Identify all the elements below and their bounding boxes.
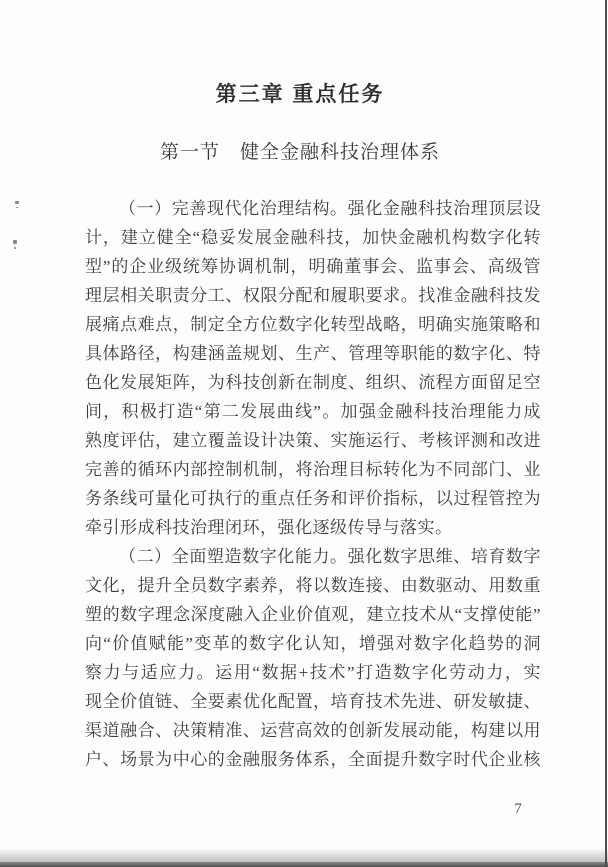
- scan-speck: [15, 201, 19, 204]
- paragraph1-line: 熟度评估，建立覆盖设计决策、实施运行、考核评测和改进: [85, 431, 541, 450]
- paragraph1-line: 间，积极打造“第二发展曲线”。加强金融科技治理能力成: [85, 402, 541, 421]
- paragraph2-line: 渠道融合、决策精准、运营高效的创新发展动能，构建以用: [85, 721, 541, 740]
- paragraph2-line: 塑的数字理念深度融入企业价值观，建立技术从“支撑使能”: [85, 605, 541, 624]
- paragraph1-line: 牵引形成科技治理闭环，强化逐级传导与落实。: [85, 518, 453, 537]
- paragraph2-line: 现全价值链、全要素优化配置，培育技术先进、研发敏捷、: [85, 692, 541, 711]
- paragraph1-line: 完善的循环内部控制机制，将治理目标转化为不同部门、业: [85, 460, 541, 479]
- paragraph1-line: 展痛点难点，制定全方位数字化转型战略，明确实施策略和: [85, 315, 541, 334]
- scan-shadow-bottom: [0, 848, 608, 862]
- paragraph1-line: 计，建立健全“稳妥发展金融科技，加快金融机构数字化转: [85, 228, 541, 247]
- paragraph1-line: （一）完善现代化治理结构。强化金融科技治理顶层设: [119, 199, 541, 218]
- paragraph2-line: 文化，提升全员数字素养，将以数连接、由数驱动、用数重: [85, 576, 541, 595]
- page-number: 7: [514, 801, 522, 817]
- paragraph2-line: （二）全面塑造数字化能力。强化数字思维、培育数字: [119, 547, 541, 566]
- scan-edge-bottom: [0, 862, 608, 867]
- paragraph2-line: 向“价值赋能”变革的数字化认知，增强对数字化趋势的洞: [85, 634, 541, 653]
- paragraph2-line: 户、场景为中心的金融服务体系，全面提升数字时代企业核: [85, 750, 541, 769]
- paragraph1-line: 务条线可量化可执行的重点任务和评价指标，以过程管控为: [85, 489, 541, 508]
- body-text: [85, 194, 541, 774]
- section-heading: 第一节 健全金融科技治理体系: [159, 142, 440, 163]
- paragraph1-line: 型”的企业级统筹协调机制，明确董事会、监事会、高级管: [85, 257, 541, 276]
- paragraph2-line: 察力与适应力。运用“数据+技术”打造数字化劳动力，实: [85, 663, 541, 682]
- chapter-heading: 第三章 重点任务: [215, 83, 385, 106]
- scan-edge-right: [605, 0, 607, 867]
- paragraph1-line: 具体路径，构建涵盖规划、生产、管理等职能的数字化、特: [85, 344, 541, 363]
- paragraph1-line: 理层相关职责分工、权限分配和履职要求。找准金融科技发: [85, 286, 541, 305]
- scan-speck: [13, 240, 17, 244]
- paragraph1-line: 色化发展矩阵，为科技创新在制度、组织、流程方面留足空: [85, 373, 541, 392]
